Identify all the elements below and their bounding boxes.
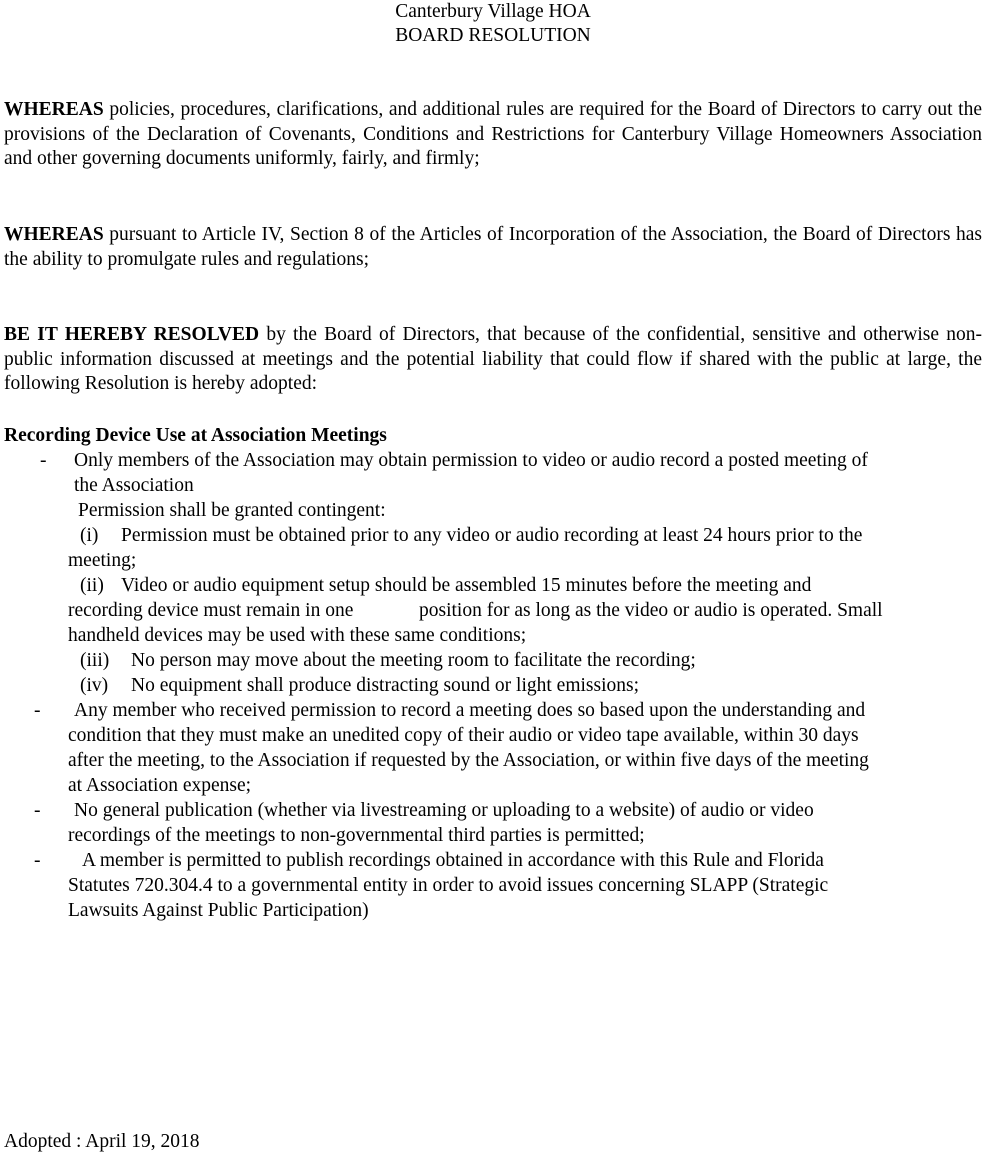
bullet-dash: - (34, 800, 41, 821)
rule-line: position for as long as the video or audio is operated. Small (419, 600, 883, 621)
rule-line: Permission shall be granted contingent: (78, 500, 386, 521)
bullet-dash: - (40, 450, 47, 471)
paragraph-lead: BE IT HEREBY RESOLVED (4, 324, 260, 345)
rule-line: A member is permitted to publish recordings obtained in accordance with this Rule and Florida (82, 850, 824, 871)
rule-line: condition that they must make an unedited copy of their audio or video tape available, within 30 days (68, 725, 859, 746)
document-title: BOARD RESOLUTION (395, 25, 591, 46)
rule-line: recording device must remain in one (68, 600, 354, 621)
rule-line: recordings of the meetings to non-governmental third parties is permitted; (68, 825, 645, 846)
rule-line: Statutes 720.304.4 to a governmental entity in order to avoid issues concerning SLAPP (Strategic (68, 875, 829, 896)
rule-line: Video or audio equipment setup should be assembled 15 minutes before the meeting and (121, 575, 812, 596)
bullet-dash: - (34, 700, 41, 721)
bullet-dash: - (34, 850, 41, 871)
paragraph-text: pursuant to Article IV, Section 8 of the Articles of Incorporation of the Association, the Board of Directors has the ability to promulgate rules and regulations; (4, 224, 982, 270)
rule-line: Lawsuits Against Public Participation) (68, 900, 369, 921)
rule-line: the Association (74, 475, 194, 496)
org-name: Canterbury Village HOA (395, 1, 591, 22)
adopted-date: Adopted : April 19, 2018 (4, 1131, 200, 1152)
whereas-paragraph-1 (4, 98, 982, 172)
paragraph-lead: WHEREAS (4, 224, 104, 245)
sub-item-marker: (iv) (80, 675, 109, 696)
resolved-paragraph (4, 323, 982, 397)
whereas-paragraph-2 (4, 223, 982, 272)
sub-item-marker: (i) (80, 525, 99, 546)
rule-line: No equipment shall produce distracting sound or light emissions; (131, 675, 640, 696)
rule-line: Any member who received permission to record a meeting does so based upon the understanding and (74, 700, 866, 721)
rule-line: Permission must be obtained prior to any video or audio recording at least 24 hours prior to the (121, 525, 863, 546)
rule-line: Only members of the Association may obtain permission to video or audio record a posted meeting of (74, 450, 868, 471)
sub-item-marker: (iii) (80, 650, 110, 671)
rule-line: at Association expense; (68, 775, 252, 796)
paragraph-text: policies, procedures, clarifications, and additional rules are required for the Board of Directors to carry out the provisions of the Declaration of Covenants, Conditions and Restrictions for Canterbury Village Homeowners Association and other governing documents uniformly, fairly, and firmly; (4, 99, 982, 170)
rule-line: meeting; (68, 550, 137, 571)
rule-line: No general publication (whether via livestreaming or uploading to a website) of audio or video (74, 800, 814, 821)
rule-line: handheld devices may be used with these same conditions; (68, 625, 527, 646)
rule-line: after the meeting, to the Association if requested by the Association, or within five days of the meeting (68, 750, 869, 771)
paragraph-text: by the Board of Directors, that because of the confidential, sensitive and otherwise non-public information discussed at meetings and the potential liability that could flow if shared with the public at large, the following Resolution is hereby adopted: (4, 324, 982, 395)
rule-line: No person may move about the meeting room to facilitate the recording; (131, 650, 696, 671)
sub-item-marker: (ii) (80, 575, 104, 596)
section-heading: Recording Device Use at Association Meetings (4, 425, 387, 446)
paragraph-lead: WHEREAS (4, 99, 104, 120)
